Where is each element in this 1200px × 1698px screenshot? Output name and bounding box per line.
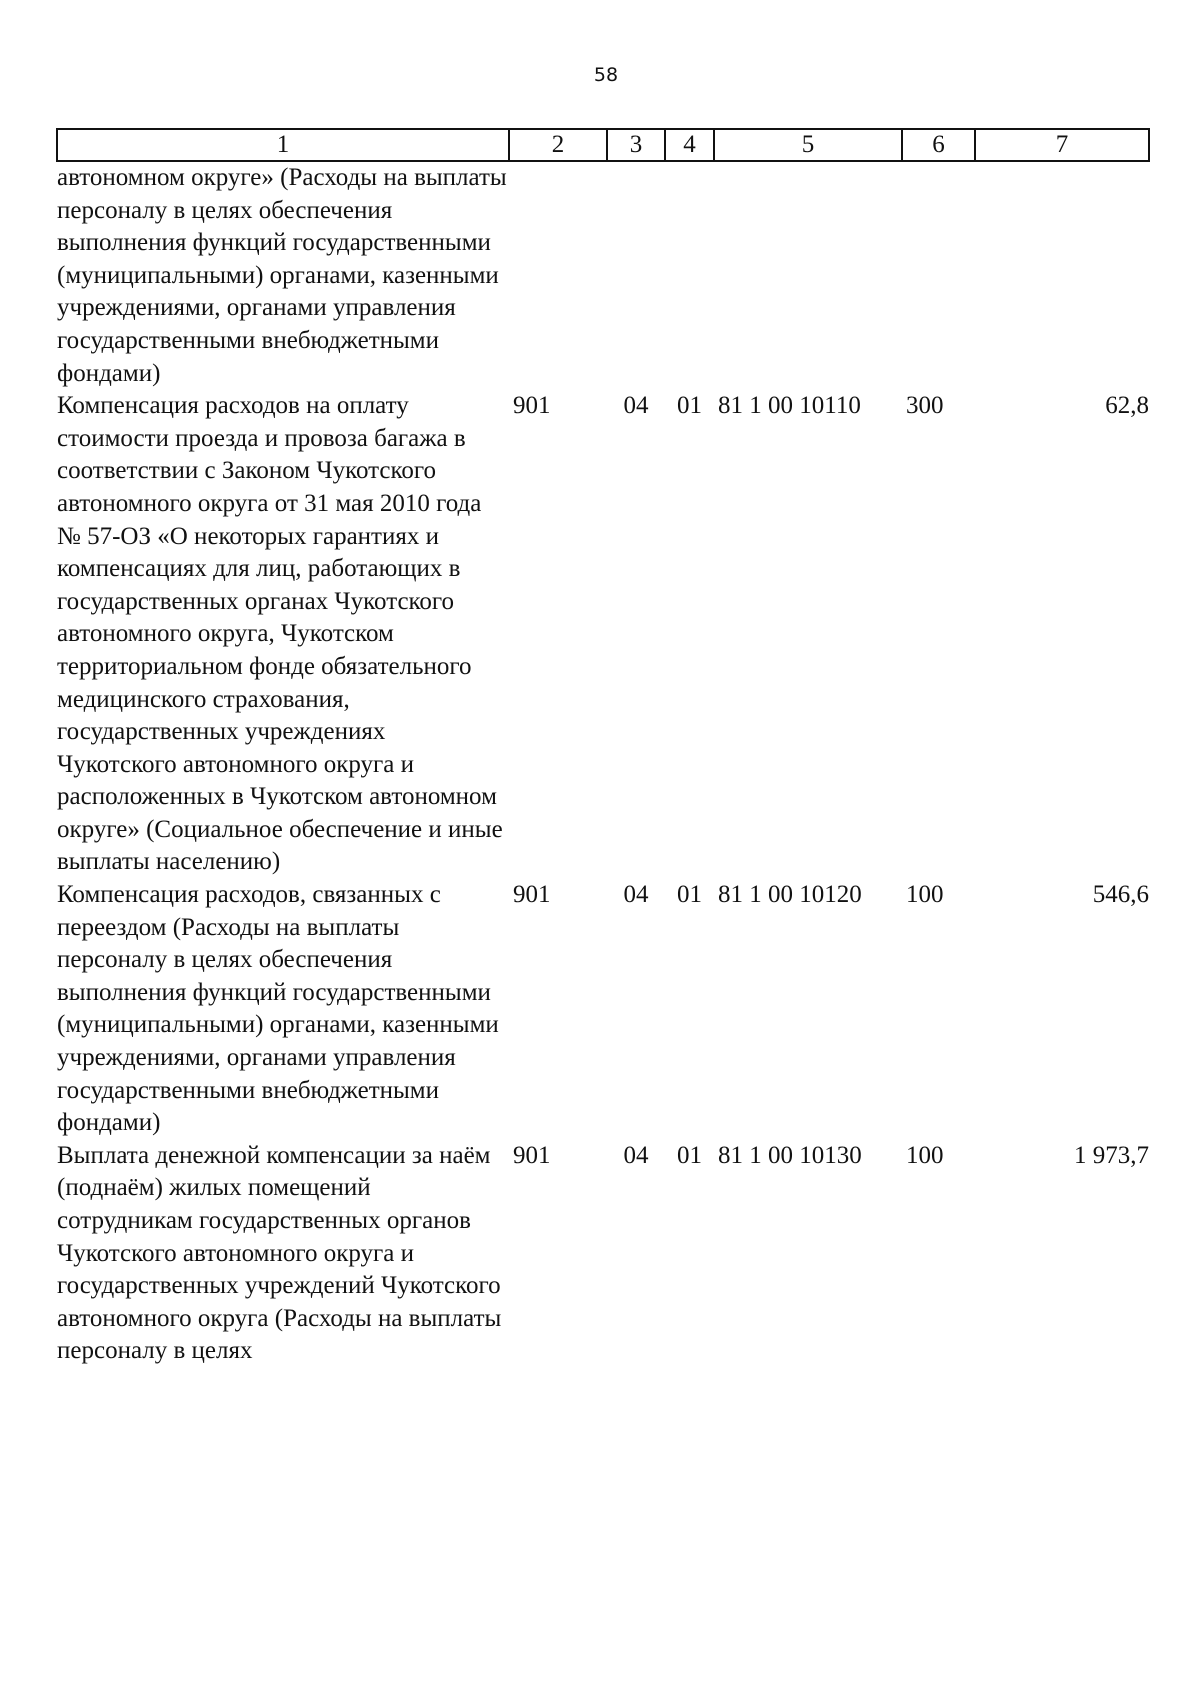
table-row — [57, 161, 1149, 390]
table-header-row — [57, 129, 1149, 161]
row-target-article — [714, 161, 902, 390]
row-ministry-code: 901 — [513, 392, 551, 420]
row-section-code: 04 — [623, 881, 649, 909]
column-header-7: 7 — [975, 129, 1149, 161]
column-header-6: 6 — [902, 129, 975, 161]
page-number: 58 — [593, 64, 619, 86]
row-section-code: 04 — [623, 392, 649, 420]
row-ministry-code: 901 — [513, 881, 551, 909]
row-expense-type: 100 — [906, 1141, 944, 1169]
row-expense-type: 300 — [906, 392, 944, 420]
table-row — [57, 1140, 1149, 1368]
row-target-article: 81 1 00 10130 — [718, 1141, 862, 1169]
row-description: автономном округе» (Расходы на выплаты персоналу в целях обеспечения выполнения функций государственными (муниципальными) органами, казенными учреждениями, органами управления государственными внебюджетными фондами) — [57, 164, 507, 387]
budget-table — [56, 128, 1150, 1368]
column-header-3: 3 — [607, 129, 665, 161]
row-ministry-code — [509, 161, 607, 390]
row-section-code: 04 — [623, 1141, 649, 1169]
column-header-5: 5 — [714, 129, 902, 161]
row-description: Выплата денежной компенсации за наём (поднаём) жилых помещений сотрудникам государственных органов Чукотского автономного округа и государственных учреждений Чукотского автономного округа (Расходы на выплаты персоналу в целях — [57, 1141, 502, 1365]
row-amount: 62,8 — [1105, 392, 1149, 420]
row-ministry-code: 901 — [513, 1141, 551, 1169]
row-subsection-code — [665, 161, 714, 390]
row-description: Компенсация расходов на оплату стоимости проезда и провоза багажа в соответствии с Законом Чукотского автономного округа от 31 мая 2010 года № 57-ОЗ «О некоторых гарантиях и компенсациях для лиц, работающих в государственных органах Чукотского автономного округа, Чукотском территориальном фонде обязательного медицинского страхования, государственных учреждениях Чукотского автономного округа и расположенных в Чукотском автономном округе» (Социальное обеспечение и иные выплаты населению) — [57, 392, 503, 876]
row-amount — [975, 161, 1149, 390]
row-description: Компенсация расходов, связанных с переездом (Расходы на выплаты персоналу в целях обеспечения выполнения функций государственными (муниципальными) органами, казенными учреждениями, органами управления государственными внебюджетными фондами) — [57, 881, 499, 1137]
table-row — [57, 390, 1149, 879]
row-subsection-code: 01 — [677, 881, 702, 909]
row-subsection-code: 01 — [677, 1141, 702, 1169]
row-target-article: 81 1 00 10120 — [718, 881, 862, 909]
row-amount: 1 973,7 — [1074, 1141, 1149, 1169]
row-section-code — [607, 161, 665, 390]
row-subsection-code: 01 — [677, 392, 702, 420]
row-expense-type — [902, 161, 975, 390]
column-header-1: 1 — [57, 129, 509, 161]
table-row — [57, 879, 1149, 1140]
column-header-4: 4 — [665, 129, 714, 161]
row-amount: 546,6 — [1092, 881, 1149, 909]
row-expense-type: 100 — [906, 881, 944, 909]
column-header-2: 2 — [509, 129, 607, 161]
row-target-article: 81 1 00 10110 — [718, 392, 861, 420]
